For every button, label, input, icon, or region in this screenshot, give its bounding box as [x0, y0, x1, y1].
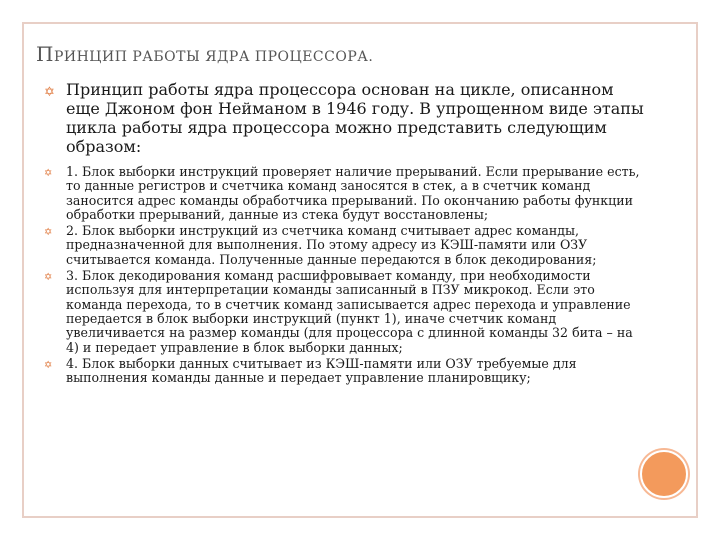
- bullet-icon: ✡: [44, 168, 53, 179]
- step-text: 1. Блок выборки инструкций проверяет наличие прерываний. Если прерывание есть, то данные регистров и счетчика команд заносятся в стек, а в счетчик команд заносится адрес команды обработчика прерываний. По окончанию работы функции обработки прерываний, данные из стека будут восстановлены;: [66, 164, 640, 222]
- decorative-circle: [640, 450, 688, 498]
- step-item-1: [44, 165, 644, 222]
- title-rest: РИНЦИП РАБОТЫ ЯДРА ПРОЦЕССОРА.: [53, 49, 374, 65]
- slide-title: [36, 42, 373, 66]
- bullet-icon: ✡: [44, 85, 55, 100]
- step-item-3: [44, 269, 644, 355]
- slide-body: [44, 80, 644, 387]
- step-item-4: [44, 357, 644, 386]
- title-first-letter: П: [36, 42, 54, 66]
- intro-text: Принцип работы ядра процессора основан на цикле, описанном еще Джоном фон Нейманом в 1946 году. В упрощенном виде этапы цикла работы ядра процессора можно представить следующим образом:: [66, 80, 644, 156]
- bullet-icon: ✡: [44, 359, 53, 371]
- step-item-2: [44, 224, 644, 267]
- step-text: 3. Блок декодирования команд расшифровывает команду, при необходимости используя для интерпретации команды записанный в ПЗУ микрокод. Если это команда перехода, то в счетчик команд записывается адрес перехода и управление передается в блок выборки инструкций (пункт 1), иначе счетчик команд увеличивается на размер команды (для процессора с длинной команды 32 бита – на 4) и передает управление в блок выборки данных;: [66, 268, 633, 355]
- intro-paragraph: [44, 80, 644, 156]
- bullet-icon: ✡: [44, 272, 53, 284]
- step-text: 4. Блок выборки данных считывает из КЭШ-памяти или ОЗУ требуемые для выполнения команды данные и передает управление планировщику;: [66, 355, 577, 386]
- step-text: 2. Блок выборки инструкций из счетчика команд считывает адрес команды, предназначенной для выполнения. По этому адресу из КЭШ-памяти или ОЗУ считывается команда. Полученные данные передаются в блок декодирования;: [66, 223, 597, 267]
- bullet-icon: ✡: [44, 227, 53, 239]
